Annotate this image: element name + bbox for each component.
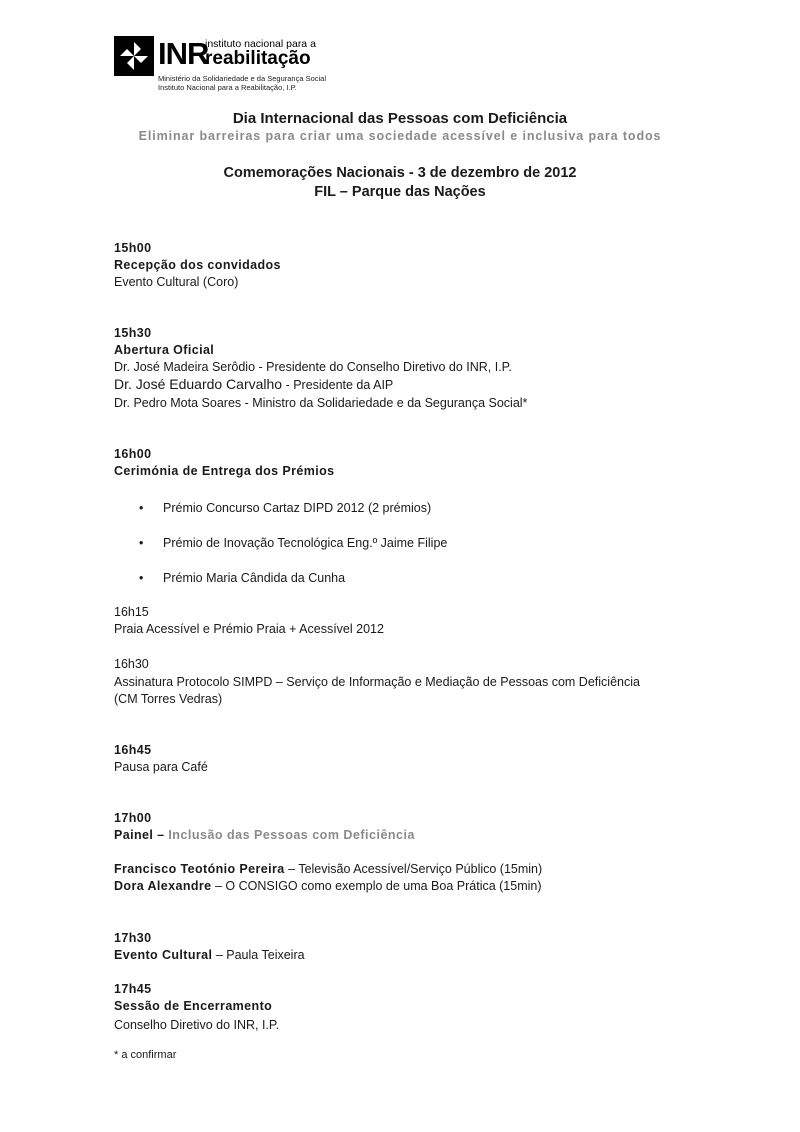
award-item-2: Prémio de Inovação Tecnológica Eng.º Jaime Filipe bbox=[163, 536, 448, 550]
panel-topic: Inclusão das Pessoas com Deficiência bbox=[168, 828, 415, 842]
award-item-3: Prémio Maria Cândida da Cunha bbox=[163, 571, 346, 585]
panel-speaker-1-name: Francisco Teotónio Pereira bbox=[114, 862, 285, 876]
session-line-protocol: Assinatura Protocolo SIMPD – Serviço de Informação e Mediação de Pessoas com Deficiência bbox=[114, 675, 640, 689]
session-line-coffee: Pausa para Café bbox=[114, 760, 208, 774]
logo-subline-2: Instituto Nacional para a Reabilitação, I.P. bbox=[158, 83, 297, 92]
panel-speaker-2-name: Dora Alexandre bbox=[114, 879, 212, 893]
session-title-reception: Recepção dos convidados bbox=[114, 258, 281, 272]
session-line-cultural-choir: Evento Cultural (Coro) bbox=[114, 275, 239, 289]
cultural-event-performer: – Paula Teixeira bbox=[212, 948, 305, 962]
cultural-event-label: Evento Cultural bbox=[114, 948, 213, 962]
bullet-icon: • bbox=[139, 501, 144, 515]
speaker-2-name: Dr. José Eduardo Carvalho bbox=[114, 376, 283, 392]
event-heading: Comemorações Nacionais - 3 de dezembro de 2012 bbox=[223, 165, 577, 181]
panel-label: Painel – bbox=[114, 828, 169, 842]
session-cultural-event bbox=[114, 947, 305, 964]
session-title-closing: Sessão de Encerramento bbox=[114, 999, 273, 1013]
session-line-board: Conselho Diretivo do INR, I.P. bbox=[114, 1018, 280, 1032]
session-line-protocol-2: (CM Torres Vedras) bbox=[114, 692, 223, 706]
time-16h00: 16h00 bbox=[114, 447, 152, 461]
speaker-line-3: Dr. Pedro Mota Soares - Ministro da Solidariedade e da Segurança Social* bbox=[114, 396, 528, 410]
venue-heading: FIL – Parque das Nações bbox=[314, 184, 486, 200]
time-16h30: 16h30 bbox=[114, 657, 149, 671]
time-16h45: 16h45 bbox=[114, 743, 152, 757]
bullet-icon: • bbox=[139, 536, 144, 550]
time-15h30: 15h30 bbox=[114, 326, 152, 340]
session-title-opening: Abertura Oficial bbox=[114, 343, 215, 357]
panel-speaker-2 bbox=[114, 878, 542, 895]
panel-speaker-1-topic: – Televisão Acessível/Serviço Público (15min) bbox=[284, 862, 543, 876]
footnote: * a confirmar bbox=[114, 1049, 177, 1061]
speaker-line-2 bbox=[114, 376, 393, 394]
document-tagline: Eliminar barreiras para criar uma sociedade acessível e inclusiva para todos bbox=[138, 129, 662, 143]
panel-speaker-1 bbox=[114, 861, 542, 878]
speaker-2-role: - Presidente da AIP bbox=[282, 378, 394, 392]
bullet-icon: • bbox=[139, 571, 144, 585]
speaker-line-1: Dr. José Madeira Serôdio - Presidente do Conselho Diretivo do INR, I.P. bbox=[114, 360, 512, 374]
logo-line-1: instituto nacional para a bbox=[205, 38, 316, 50]
time-17h00: 17h00 bbox=[114, 811, 152, 825]
logo-line-2: reabilitação bbox=[205, 48, 311, 69]
time-15h00: 15h00 bbox=[114, 241, 152, 255]
logo-acronym: INR bbox=[158, 36, 209, 71]
panel-speaker-2-topic: – O CONSIGO como exemplo de uma Boa Prática (15min) bbox=[211, 879, 542, 893]
pinwheel-logo-icon bbox=[114, 36, 154, 76]
document-title: Dia Internacional das Pessoas com Deficiência bbox=[232, 110, 568, 127]
session-title-panel bbox=[114, 827, 415, 844]
inr-logo bbox=[114, 36, 354, 98]
logo-subline-1: Ministério da Solidariedade e da Segurança Social bbox=[158, 74, 327, 83]
session-title-awards: Cerimónia de Entrega dos Prémios bbox=[114, 464, 335, 478]
award-item-1: Prémio Concurso Cartaz DIPD 2012 (2 prémios) bbox=[163, 501, 432, 515]
time-17h45: 17h45 bbox=[114, 982, 152, 996]
time-16h15: 16h15 bbox=[114, 605, 149, 619]
session-line-beach: Praia Acessível e Prémio Praia + Acessível 2012 bbox=[114, 622, 384, 636]
time-17h30: 17h30 bbox=[114, 931, 152, 945]
